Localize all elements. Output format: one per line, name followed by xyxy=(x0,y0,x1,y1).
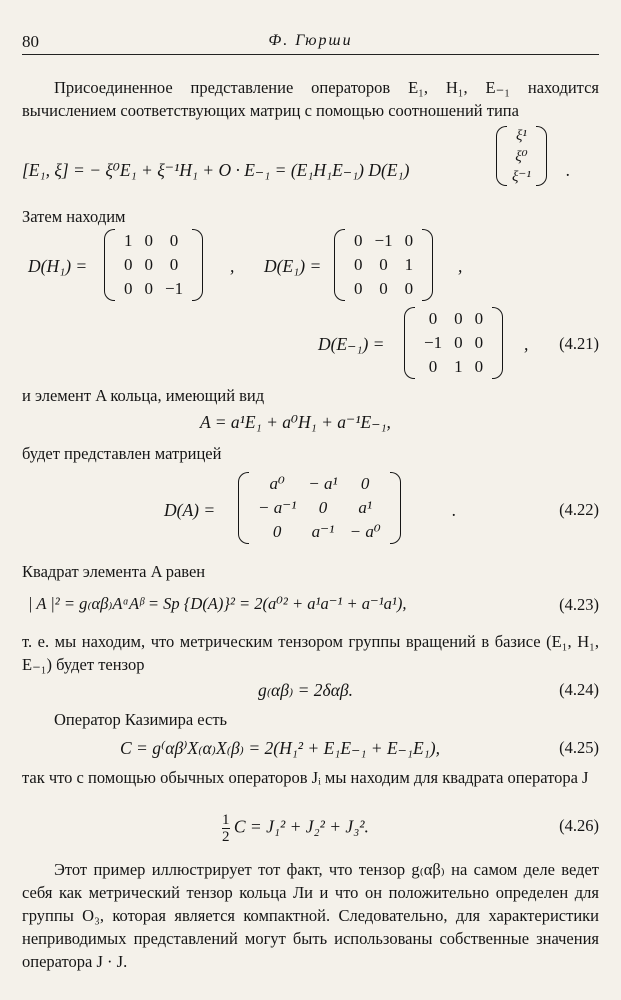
matrix-cell: 0 xyxy=(428,309,438,328)
matrix-cell: 0 xyxy=(360,474,370,493)
matrix-cell: 0 xyxy=(354,231,363,250)
matrix-cell: 0 xyxy=(379,255,388,274)
label-d-em1: D(E₋₁) = xyxy=(318,334,385,354)
matrix-cell: 0 xyxy=(454,333,463,352)
matrix-cell: 0 xyxy=(124,279,133,298)
equation-number-426: (4.26) xyxy=(559,816,599,835)
matrix-d-em1 xyxy=(404,307,503,379)
matrix-cell: 0 xyxy=(474,357,484,376)
matrix-cell: 0 xyxy=(354,279,363,298)
paragraph-final: Этот пример иллюстрирует тот факт, что тензор g₍αβ₎ на самом деле ведет себя как метрический тензор кольца Ли и что он положительно определен для группы O₃, которая является компактной. Следовательно, для характеристики неприводимых представлений могут быть использованы собственные значения оператора J · J. xyxy=(22,860,599,971)
matrix-cell: − a⁰ xyxy=(349,522,381,541)
equation-425: C = g⁽αβ⁾X₍α₎X₍β₎ = 2(H₁² + E₁E₋₁ + E₋₁E₁), xyxy=(120,738,440,758)
matrix-cell: 0 xyxy=(379,279,388,298)
equation-number-425: (4.25) xyxy=(559,738,599,757)
paragraph-casimir: Оператор Казимира есть xyxy=(54,710,228,729)
matrix-cell: 0 xyxy=(144,231,153,250)
equation-number-424: (4.24) xyxy=(559,680,599,699)
matrix-cell: 0 xyxy=(474,333,484,352)
matrix-cell: 0 xyxy=(124,255,133,274)
matrix-cell: −1 xyxy=(374,231,393,250)
matrix-cell: 1 xyxy=(404,255,414,274)
page-number: 80 xyxy=(22,32,39,51)
matrix-cell: 0 xyxy=(454,309,463,328)
matrix-cell: 0 xyxy=(474,309,484,328)
equation-number-422: (4.22) xyxy=(559,500,599,519)
equation-number-423: (4.23) xyxy=(559,595,599,614)
equation-426 xyxy=(222,812,369,845)
matrix-cell: 0 xyxy=(272,522,282,541)
matrix-cell: 0 xyxy=(169,231,179,250)
vector-cell: ξ⁰ xyxy=(515,148,528,165)
matrix-cell: 1 xyxy=(124,231,133,250)
label-d-a: D(A) = xyxy=(164,500,216,520)
paragraph-intro: Присоединенное представление операторов E₁, H₁, E₋₁ находится вычислением соответствующих матриц с помощью соотношений типа xyxy=(22,78,599,120)
matrix-cell: a⁰ xyxy=(269,474,285,493)
equation-commutator: [E₁, ξ] = − ξ⁰E₁ + ξ⁻¹H₁ + O · E₋₁ = (E₁H₁E₋₁) D(E₁) xyxy=(22,160,410,180)
paragraph-operators: так что с помощью обычных операторов Jᵢ мы находим для квадрата оператора J xyxy=(22,768,589,787)
paragraph-matrix: будет представлен матрицей xyxy=(22,444,222,463)
running-title: Ф. Гюрши xyxy=(268,32,353,49)
paragraph-element: и элемент A кольца, имеющий вид xyxy=(22,386,265,405)
equation-423: | A |² = g₍αβ₎AᵅAᵝ = Sp {D(A)}² = 2(a⁰² + a¹a⁻¹ + a⁻¹a¹), xyxy=(28,594,407,613)
equation-number-421: (4.21) xyxy=(559,334,599,353)
vector-cell: ξ⁻¹ xyxy=(512,168,531,185)
equation-a: A = a¹E₁ + a⁰H₁ + a⁻¹E₋₁, xyxy=(200,412,391,432)
equation-period: . xyxy=(566,160,571,180)
paragraph-metric: т. е. мы находим, что метрическим тензором группы вращений в базисе (E₁, H₁, E₋₁) будет тензор xyxy=(22,632,599,674)
matrix-d-e1 xyxy=(334,229,433,301)
book-page: 80 Ф. Гюрши Присоединенное представление операторов E₁, H₁, E₋₁ находится вычислением соответствующих матриц с помощью соотношений типа [E₁, ξ] = − ξ⁰E₁ + ξ⁻¹H₁ + O · E₋₁ = (E₁H₁E₋₁) D(E₁) ξ¹ ξ⁰ ξ⁻¹ . Затем находим D(H₁) = 1 0 0 0 0 0 0 0 −1 , D(E₁) = 0 −1 0 0 0 1 0 0 0 , D(E₋₁) = 0 0 0 −1 0 0 0 1 0 , (4.21) и элемент A кольца, имеющий вид A = a¹E₁ + a⁰H₁ + a⁻¹E₋₁, будет представлен матрицей D(A) = a⁰ − a¹ 0 − a⁻¹ 0 a¹ 0 a⁻¹ − a⁰ . (4.22) Квадрат элемента A равен | A |² = g₍αβ₎AᵅAᵝ = Sp {D(A)}² = 2(a⁰² + a¹a⁻¹ + a⁻¹a¹), (4.23) т. е. мы находим, что метрическим тензором группы вращений в базисе (E₁, H₁, E₋₁) будет тензор g₍αβ₎ = 2δαβ. (4.24) Оператор Казимира есть C = g⁽αβ⁾X₍α₎X₍β₎ = 2(H₁² + E₁E₋₁ + E₋₁E₁), (4.25) так что с помощью обычных операторов Jᵢ мы находим для квадрата оператора J $\frac{1}{2}$ C = J₁² + J₂² + J₃². (4.26) Этот пример иллюстрирует тот факт, что тензор g₍αβ₎ на самом деле ведет себя как метрический тензор кольца Ли и что он положительно определен для группы O₃, которая является компактной. Следовательно, для характеристики неприводимых представлений могут быть использованы собственные значения оператора J · J. xyxy=(22,32,599,971)
matrix-cell: −1 xyxy=(165,279,184,298)
matrix-cell: − a¹ xyxy=(308,474,338,493)
matrix-cell: − a⁻¹ xyxy=(258,498,297,517)
matrix-cell: 0 xyxy=(144,279,153,298)
fraction-numerator: 1 xyxy=(222,812,230,828)
fraction-denominator: 2 xyxy=(222,829,230,845)
matrix-cell: 0 xyxy=(404,231,414,250)
matrix-cell: a¹ xyxy=(358,498,372,517)
matrix-cell: 0 xyxy=(404,279,414,298)
vector-cell: ξ¹ xyxy=(515,127,527,144)
matrix-cell: 0 xyxy=(169,255,179,274)
vector-xi xyxy=(496,126,547,186)
matrix-cell: a⁻¹ xyxy=(311,522,335,541)
page-header xyxy=(22,30,599,55)
matrix-cell: 0 xyxy=(318,498,328,517)
equation-424: g₍αβ₎ = 2δαβ. xyxy=(258,680,353,700)
label-d-h1: D(H₁) = xyxy=(28,256,88,276)
fraction-half xyxy=(222,812,230,845)
paragraph-then: Затем находим xyxy=(22,207,126,226)
paragraph-square: Квадрат элемента A равен xyxy=(22,562,206,581)
matrix-cell: 0 xyxy=(144,255,153,274)
matrix-d-h1 xyxy=(104,229,203,301)
label-d-e1: D(E₁) = xyxy=(264,256,322,276)
matrix-cell: 0 xyxy=(354,255,363,274)
matrix-cell: 0 xyxy=(428,357,438,376)
equation-426-body: C = J₁² + J₂² + J₃². xyxy=(233,816,369,837)
matrix-cell: 1 xyxy=(454,357,463,376)
matrix-cell: −1 xyxy=(424,333,443,352)
matrix-d-a xyxy=(238,472,401,544)
